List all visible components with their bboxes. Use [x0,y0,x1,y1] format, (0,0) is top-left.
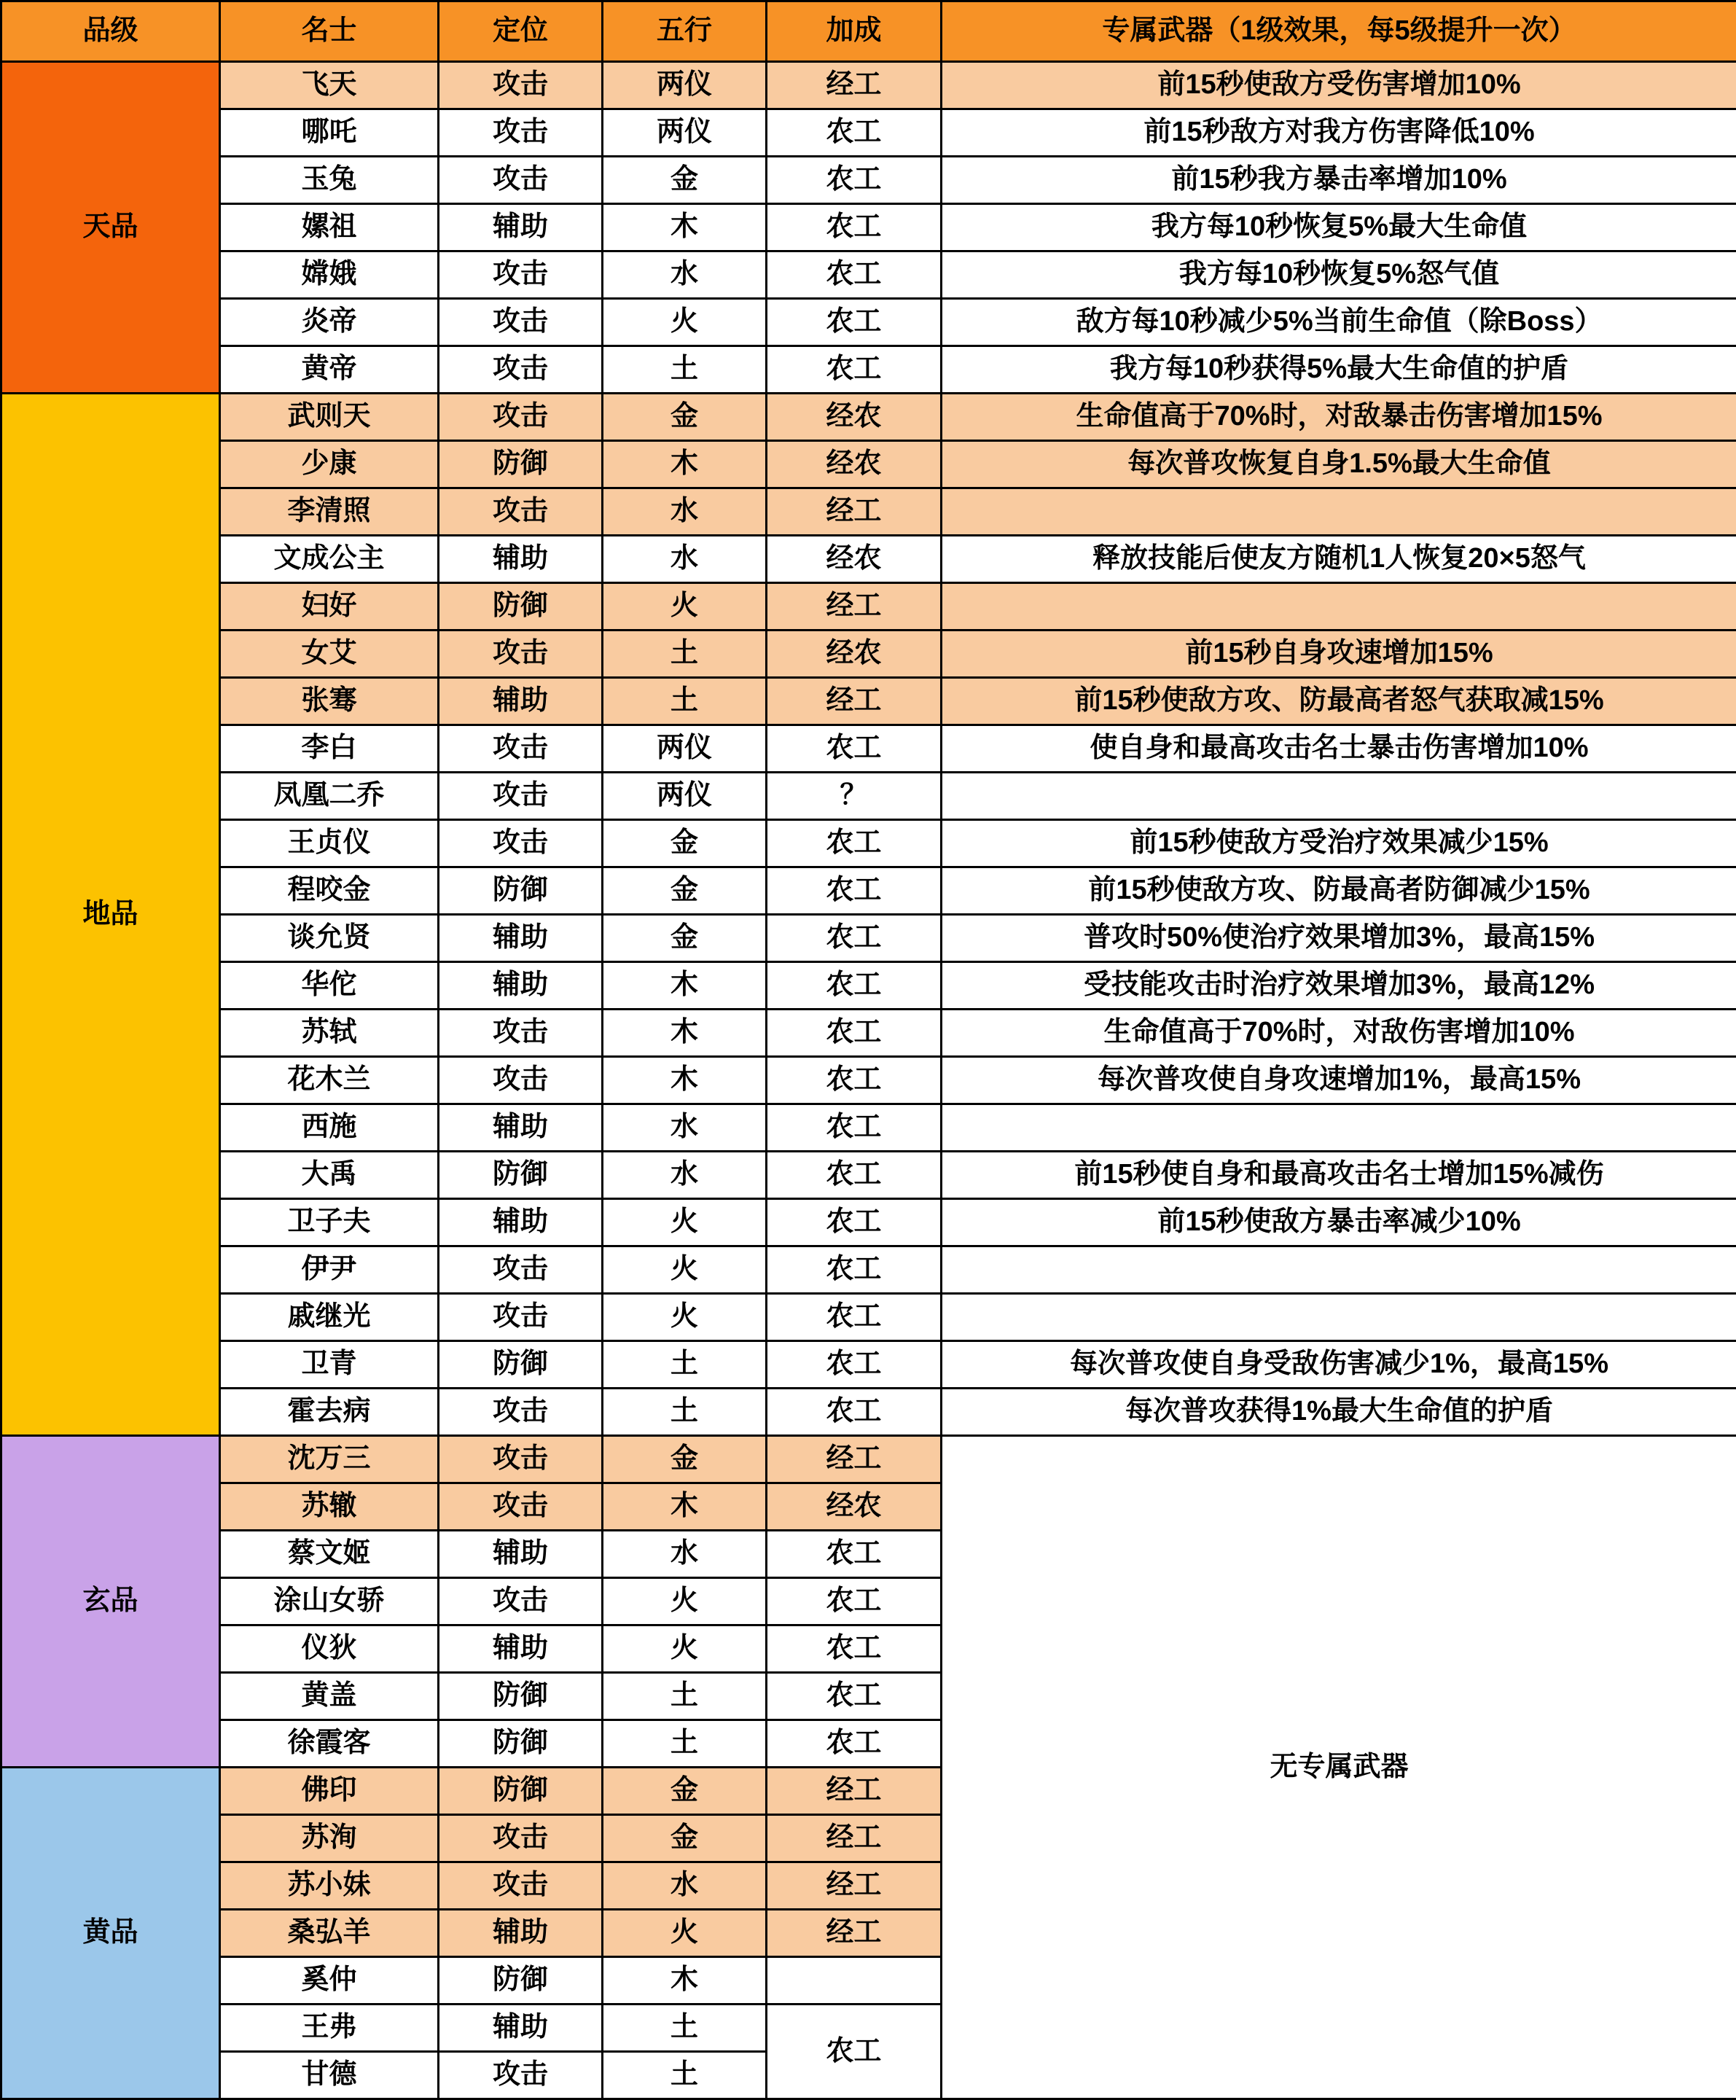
cell-weapon: 使自身和最高攻击名士暴击伤害增加10% [942,725,1736,773]
column-header-name: 名士 [220,1,439,62]
cell-element: 水 [603,1531,767,1578]
table-row [1,157,1736,204]
column-header-weapon: 专属武器（1级效果，每5级提升一次） [942,1,1736,62]
cell-name: 桑弘羊 [220,1910,439,1957]
cell-bonus: 农工 [767,915,942,962]
cell-element: 金 [603,867,767,915]
cell-weapon: 生命值高于70%时，对敌暴击伤害增加15% [942,394,1736,441]
cell-weapon: 前15秒自身攻速增加15% [942,631,1736,678]
cell-element: 金 [603,157,767,204]
cell-role: 辅助 [439,1104,603,1152]
cell-role: 攻击 [439,299,603,346]
cell-element: 火 [603,299,767,346]
table-row [1,773,1736,820]
cell-element: 木 [603,962,767,1010]
cell-bonus: 农工 [767,1152,942,1199]
cell-bonus: 经工 [767,1910,942,1957]
cell-name: 伊尹 [220,1246,439,1294]
table-row [1,820,1736,867]
cell-element: 金 [603,1815,767,1862]
cell-role: 防御 [439,1152,603,1199]
cell-name: 华佗 [220,962,439,1010]
rank-cell-天品: 天品 [1,62,220,394]
cell-bonus: 经农 [767,1483,942,1531]
cell-name: 苏洵 [220,1815,439,1862]
cell-name: 程咬金 [220,867,439,915]
cell-bonus: 经农 [767,394,942,441]
cell-role: 辅助 [439,1199,603,1246]
cell-weapon: 普攻时50%使治疗效果增加3%，最高15% [942,915,1736,962]
cell-name: 张骞 [220,678,439,725]
table-row [1,725,1736,773]
cell-weapon: 生命值高于70%时，对敌伤害增加10% [942,1010,1736,1057]
cell-name: 苏轼 [220,1010,439,1057]
cell-weapon: 前15秒使敌方受治疗效果减少15% [942,820,1736,867]
table-row [1,1294,1736,1341]
cell-role: 防御 [439,1720,603,1768]
cell-role: 攻击 [439,773,603,820]
cell-name: 苏小妹 [220,1862,439,1910]
cell-bonus: 农工 [767,725,942,773]
cell-element: 土 [603,631,767,678]
cell-name: 妇好 [220,583,439,631]
cell-element: 水 [603,251,767,299]
cell-name: 李清照 [220,488,439,536]
column-header-rank: 品级 [1,1,220,62]
column-header-bonus: 加成 [767,1,942,62]
cell-name: 卫青 [220,1341,439,1389]
table-row [1,394,1736,441]
cell-element: 火 [603,583,767,631]
cell-bonus: 农工 [767,251,942,299]
cell-name: 大禹 [220,1152,439,1199]
cell-bonus: 农工 [767,820,942,867]
cell-name: 谈允贤 [220,915,439,962]
cell-name: 黄盖 [220,1673,439,1720]
cell-role: 攻击 [439,1862,603,1910]
cell-element: 火 [603,1910,767,1957]
cell-bonus: 经农 [767,441,942,488]
cell-role: 攻击 [439,1246,603,1294]
cell-name: 嫦娥 [220,251,439,299]
cell-name: 仪狄 [220,1625,439,1673]
table-row [1,1010,1736,1057]
cell-element: 金 [603,1436,767,1483]
header-row [1,1,1736,62]
cell-role: 防御 [439,1768,603,1815]
cell-role: 攻击 [439,488,603,536]
cell-bonus: 农工 [767,1341,942,1389]
cell-bonus: 农工 [767,1104,942,1152]
cell-element: 水 [603,488,767,536]
cell-element: 金 [603,915,767,962]
cell-role: 攻击 [439,394,603,441]
cell-role: 辅助 [439,1625,603,1673]
cell-element: 土 [603,346,767,394]
cell-element: 土 [603,2052,767,2099]
cell-role: 防御 [439,1673,603,1720]
cell-bonus: 经工 [767,1862,942,1910]
cell-role: 防御 [439,1957,603,2005]
cell-name: 卫子夫 [220,1199,439,1246]
cell-weapon: 每次普攻恢复自身1.5%最大生命值 [942,441,1736,488]
cell-weapon: 我方每10秒恢复5%怒气值 [942,251,1736,299]
cell-role: 辅助 [439,204,603,251]
table-row [1,1246,1736,1294]
cell-bonus: 农工 [767,109,942,157]
cell-weapon: 每次普攻使自身受敌伤害减少1%，最高15% [942,1341,1736,1389]
cell-role: 辅助 [439,2005,603,2052]
cell-element: 两仪 [603,62,767,109]
table-row [1,915,1736,962]
table-row [1,488,1736,536]
cell-name: 花木兰 [220,1057,439,1104]
cell-bonus: 经农 [767,536,942,583]
cell-name: 涂山女骄 [220,1578,439,1625]
cell-role: 辅助 [439,536,603,583]
cell-element: 土 [603,1389,767,1436]
cell-role: 辅助 [439,962,603,1010]
cell-weapon: 释放技能后使友方随机1人恢复20×5怒气 [942,536,1736,583]
cell-role: 辅助 [439,915,603,962]
cell-element: 土 [603,1720,767,1768]
cell-weapon [942,583,1736,631]
cell-weapon: 前15秒使敌方攻、防最高者防御减少15% [942,867,1736,915]
table-row [1,1057,1736,1104]
cell-role: 攻击 [439,157,603,204]
table-row [1,1104,1736,1152]
cell-bonus: 农工 [767,346,942,394]
cell-role: 攻击 [439,2052,603,2099]
cell-role: 攻击 [439,1010,603,1057]
cell-name: 哪吒 [220,109,439,157]
cell-element: 金 [603,1768,767,1815]
cell-role: 攻击 [439,251,603,299]
rank-cell-黄品: 黄品 [1,1768,220,2099]
cell-element: 火 [603,1199,767,1246]
cell-weapon: 前15秒使敌方暴击率减少10% [942,1199,1736,1246]
cell-element: 火 [603,1578,767,1625]
cell-role: 防御 [439,441,603,488]
table-row [1,631,1736,678]
cell-element: 两仪 [603,773,767,820]
cell-weapon [942,1104,1736,1152]
cell-name: 霍去病 [220,1389,439,1436]
cell-element: 火 [603,1294,767,1341]
cell-role: 攻击 [439,1578,603,1625]
cell-element: 两仪 [603,109,767,157]
cell-name: 少康 [220,441,439,488]
rank-cell-玄品: 玄品 [1,1436,220,1768]
cell-name: 奚仲 [220,1957,439,2005]
table-row [1,962,1736,1010]
cell-element: 水 [603,1104,767,1152]
cell-bonus: 经工 [767,1768,942,1815]
table-row [1,1389,1736,1436]
cell-name: 王贞仪 [220,820,439,867]
cell-bonus: 农工 [767,1673,942,1720]
cell-role: 攻击 [439,820,603,867]
cell-weapon: 我方每10秒获得5%最大生命值的护盾 [942,346,1736,394]
cell-bonus: 经工 [767,1436,942,1483]
cell-name: 西施 [220,1104,439,1152]
cell-element: 火 [603,1246,767,1294]
cell-role: 攻击 [439,631,603,678]
cell-bonus: 经工 [767,583,942,631]
cell-bonus: 农工 [767,1625,942,1673]
cell-bonus: 农工 [767,1057,942,1104]
cell-bonus: 经工 [767,678,942,725]
cell-name: 文成公主 [220,536,439,583]
cell-role: 攻击 [439,725,603,773]
cell-weapon: 我方每10秒恢复5%最大生命值 [942,204,1736,251]
cell-element: 木 [603,1483,767,1531]
cell-name: 嫘祖 [220,204,439,251]
cell-weapon: 前15秒敌方对我方伤害降低10% [942,109,1736,157]
cell-element: 木 [603,204,767,251]
cell-bonus: 经农 [767,631,942,678]
cell-weapon [942,773,1736,820]
cell-name: 戚继光 [220,1294,439,1341]
cell-name: 炎帝 [220,299,439,346]
cell-name: 女艾 [220,631,439,678]
cell-name: 蔡文姬 [220,1531,439,1578]
table-row [1,251,1736,299]
table-row [1,678,1736,725]
cell-element: 木 [603,1010,767,1057]
cell-role: 辅助 [439,1910,603,1957]
cell-name: 玉兔 [220,157,439,204]
cell-element: 金 [603,394,767,441]
cell-element: 土 [603,1673,767,1720]
cell-role: 攻击 [439,1436,603,1483]
cell-element: 土 [603,1341,767,1389]
cell-weapon: 每次普攻获得1%最大生命值的护盾 [942,1389,1736,1436]
table-row [1,299,1736,346]
cell-element: 火 [603,1625,767,1673]
cell-element: 木 [603,441,767,488]
cell-bonus: 经工 [767,1815,942,1862]
cell-bonus: ？ [767,773,942,820]
table-header [1,1,1736,62]
table-row [1,204,1736,251]
cell-element: 土 [603,2005,767,2052]
cell-role: 攻击 [439,109,603,157]
column-header-element: 五行 [603,1,767,62]
cell-role: 攻击 [439,1057,603,1104]
cell-bonus: 经工 [767,488,942,536]
table-body [1,62,1736,2099]
cell-role: 攻击 [439,1815,603,1862]
cell-bonus: 农工 [767,867,942,915]
cell-element: 金 [603,820,767,867]
cell-bonus: 农工 [767,1246,942,1294]
cell-name: 王弗 [220,2005,439,2052]
column-header-role: 定位 [439,1,603,62]
cell-element: 土 [603,678,767,725]
cell-name: 黄帝 [220,346,439,394]
cell-name: 沈万三 [220,1436,439,1483]
cell-weapon [942,488,1736,536]
cell-weapon: 前15秒使敌方受伤害增加10% [942,62,1736,109]
cell-weapon: 前15秒我方暴击率增加10% [942,157,1736,204]
cell-bonus: 农工 [767,157,942,204]
table-row [1,109,1736,157]
cell-role: 攻击 [439,1483,603,1531]
table-row [1,346,1736,394]
cell-weapon: 敌方每10秒减少5%当前生命值（除Boss） [942,299,1736,346]
cell-name: 凤凰二乔 [220,773,439,820]
cell-name: 李白 [220,725,439,773]
cell-name: 徐霞客 [220,1720,439,1768]
cell-element: 水 [603,1152,767,1199]
cell-bonus: 农工 [767,1578,942,1625]
cell-role: 攻击 [439,346,603,394]
table-row [1,583,1736,631]
cell-element: 木 [603,1057,767,1104]
cell-name: 佛印 [220,1768,439,1815]
cell-name: 飞天 [220,62,439,109]
cell-bonus: 经工 [767,62,942,109]
table-row [1,1152,1736,1199]
cell-bonus: 农工 [767,1531,942,1578]
cell-bonus: 农工 [767,204,942,251]
table-row [1,1199,1736,1246]
cell-role: 攻击 [439,62,603,109]
cell-bonus: 农工 [767,1294,942,1341]
cell-weapon [942,1294,1736,1341]
cell-bonus: 农工 [767,1010,942,1057]
rank-cell-地品: 地品 [1,394,220,1436]
cell-weapon: 每次普攻使自身攻速增加1%，最高15% [942,1057,1736,1104]
cell-role: 攻击 [439,1389,603,1436]
cell-role: 防御 [439,583,603,631]
table-row [1,1436,1736,1483]
cell-name: 苏辙 [220,1483,439,1531]
cell-weapon: 受技能攻击时治疗效果增加3%，最高12% [942,962,1736,1010]
cell-role: 辅助 [439,678,603,725]
cell-element: 木 [603,1957,767,2005]
cell-bonus: 农工 [767,1389,942,1436]
cell-weapon: 前15秒使自身和最高攻击名士增加15%减伤 [942,1152,1736,1199]
cell-role: 攻击 [439,1294,603,1341]
cell-bonus: 农工 [767,1199,942,1246]
cell-bonus: 农工 [767,962,942,1010]
cell-element: 水 [603,1862,767,1910]
cell-role: 辅助 [439,1531,603,1578]
no-weapon-cell: 无专属武器 [942,1436,1736,2099]
cell-role: 防御 [439,1341,603,1389]
table-row [1,62,1736,109]
table-row [1,1341,1736,1389]
cell-weapon [942,1246,1736,1294]
cell-bonus: 农工 [767,299,942,346]
table-row [1,867,1736,915]
cell-element: 水 [603,536,767,583]
cell-role: 防御 [439,867,603,915]
cell-weapon: 前15秒使敌方攻、防最高者怒气获取减15% [942,678,1736,725]
cell-element: 两仪 [603,725,767,773]
table-row [1,536,1736,583]
cell-name: 甘德 [220,2052,439,2099]
table-row [1,441,1736,488]
cell-bonus: 农工 [767,1720,942,1768]
cell-bonus: 农工 [767,2005,942,2099]
cell-name: 武则天 [220,394,439,441]
